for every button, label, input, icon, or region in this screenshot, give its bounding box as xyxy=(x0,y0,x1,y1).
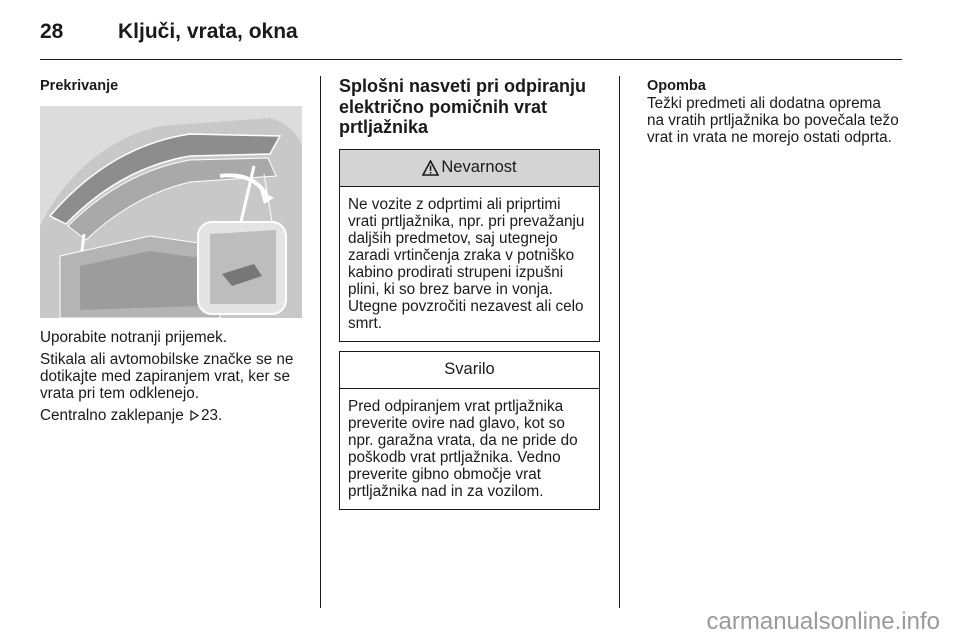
reference-text: Centralno zaklepanje xyxy=(40,407,184,424)
caution-box-title: Svarilo xyxy=(444,360,495,378)
subheading: Prekrivanje xyxy=(40,78,119,94)
column-right xyxy=(647,78,902,146)
note-body: Težki predmeti ali dodatna oprema na vratih prtljažnika bo povečala težo vrat in vrata ne morejo ostati odprta. xyxy=(647,95,899,146)
danger-box xyxy=(339,149,600,342)
column-middle xyxy=(339,76,601,510)
note-title: Opomba xyxy=(647,78,706,94)
paragraph: Stikala ali avtomobilske značke se ne dotikajte med zapiranjem vrat, ker se vrata pri tem odklenejo. xyxy=(40,351,294,402)
header-rule xyxy=(40,59,902,60)
cross-reference-paragraph xyxy=(40,407,304,424)
reference-arrow-icon xyxy=(190,410,199,421)
chapter-title: Ključi, vrata, okna xyxy=(118,20,298,43)
column-separator xyxy=(320,76,321,608)
column-left xyxy=(40,78,304,424)
tailgate-illustration xyxy=(40,106,302,318)
caution-box-header xyxy=(340,352,599,389)
watermark: carmanualsonline.info xyxy=(706,608,940,635)
danger-box-header xyxy=(340,150,599,187)
danger-box-title: Nevarnost xyxy=(441,158,517,176)
paragraph: Uporabite notranji prijemek. xyxy=(40,329,228,346)
warning-triangle-icon xyxy=(422,160,439,176)
section-heading: Splošni nasveti pri odpiranju električno pomičnih vrat prtljažnika xyxy=(339,76,587,137)
reference-page[interactable]: 23. xyxy=(200,407,223,424)
page-header xyxy=(40,18,902,58)
caution-box-body: Pred odpiranjem vrat prtljažnika preverite ovire nad glavo, kot so npr. garažna vrata, da ne pride do poškodb vrat prtljažnika. Vedno preverite gibno območje vrat prtljažnika nad in za vozilom. xyxy=(348,397,578,500)
page-number: 28 xyxy=(40,20,64,43)
danger-box-body: Ne vozite z odprtimi ali priprtimi vrati prtljažnika, npr. pri prevažanju daljših predmetov, saj utegnejo zaradi vrtinčenja zraka v potniško kabino prodirati strupeni izpušni plini, ki so brez barve in vonja. Utegne povzročiti nezavest ali celo smrt. xyxy=(348,195,585,332)
caution-box xyxy=(339,351,600,510)
column-separator xyxy=(619,76,620,608)
